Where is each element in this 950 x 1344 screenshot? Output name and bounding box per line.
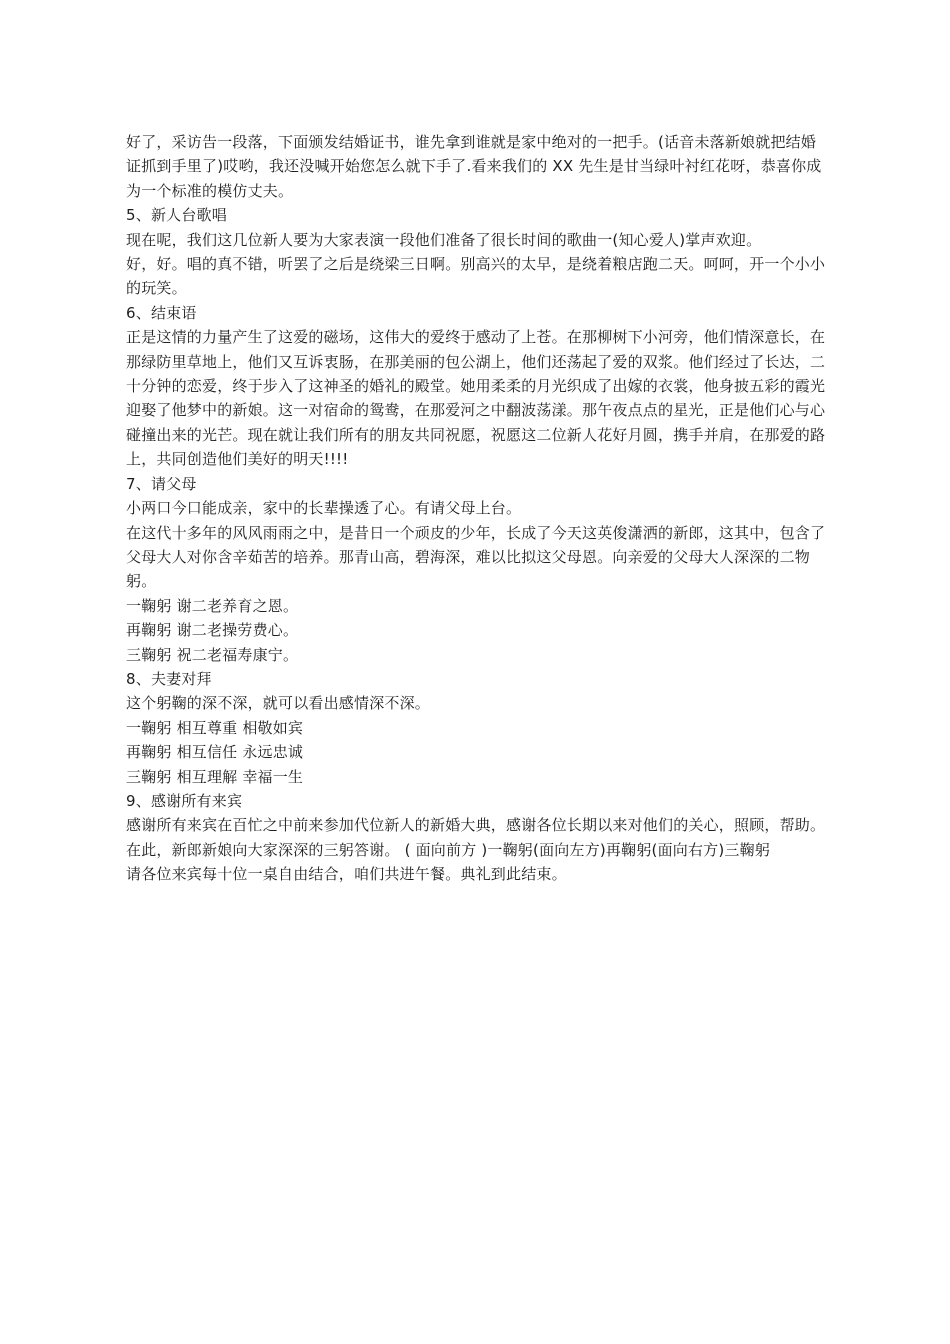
bow-line-couple-2: 再鞠躬 相互信任 永远忠诚 xyxy=(126,743,304,762)
paragraph-ceremony-end: 请各位来宾每十位一桌自由结合，咱们共进午餐。典礼到此结束。 xyxy=(126,865,567,884)
bow-line-couple-1: 一鞠躬 相互尊重 相敬如宾 xyxy=(126,718,304,737)
paragraph-song-intro: 现在呢，我们这几位新人要为大家表演一段他们准备了很长时间的歌曲一(知心爱人)掌声欢迎。 xyxy=(126,230,762,249)
document-body xyxy=(126,130,826,887)
paragraph-parents-tribute: 在这代十多年的风风雨雨之中，是昔日一个顽皮的少年，长成了今天这英俊潇洒的新郎，这其中，包含了父母大人对你含辛茹苦的培养。那青山高，碧海深，难以比拟这父母恩。向亲爱的父母大人深深的二物躬。 xyxy=(126,523,826,591)
paragraph-song-comment: 好，好。唱的真不错，听罢了之后是绕梁三日啊。别高兴的太早，是绕着粮店跑二天。呵呵，开一个小小的玩笑。 xyxy=(126,255,826,298)
section-heading-8: 8、夫妻对拜 xyxy=(126,669,212,688)
paragraph-closing-speech: 正是这情的力量产生了这爱的磁场，这伟大的爱终于感动了上苍。在那柳树下小河旁，他们情深意长，在那绿防里草地上，他们又互诉衷肠，在那美丽的包公湖上，他们还荡起了爱的双浆。他们经过了长达，二十分钟的恋爱，终于步入了这神圣的婚礼的殿堂。她用柔柔的月光织成了出嫁的衣裳，他身披五彩的霞光迎娶了他梦中的新娘。这一对宿命的鸳鸯，在那爱河之中翻波荡漾。那午夜点点的星光，正是他们心与心碰撞出来的光芒。现在就让我们所有的朋友共同祝愿，祝愿这二位新人花好月圆，携手并肩，在那爱的路上，共同创造他们美好的明天!!!! xyxy=(126,328,826,469)
bow-line-parents-2: 再鞠躬 谢二老操劳费心。 xyxy=(126,621,299,640)
section-heading-7: 7、请父母 xyxy=(126,474,197,493)
paragraph-thank-guests: 感谢所有来宾在百忙之中前来参加代位新人的新婚大典，感谢各位长期以来对他们的关心，照顾，帮助。在此，新郎新娘向大家深深的三躬答谢。 ( 面向前方 )一鞠躬(面向左方)再鞠躬(面向右方)三鞠躬 xyxy=(126,816,826,859)
bow-line-parents-1: 一鞠躬 谢二老养育之恩。 xyxy=(126,596,299,615)
paragraph-interview-end: 好了，采访告一段落，下面颁发结婚证书，谁先拿到谁就是家中绝对的一把手。(话音未落新娘就把结婚证抓到手里了)哎哟，我还没喊开始您怎么就下手了.看来我们的 XX 先生是甘当绿叶衬红花呀，恭喜你成为一个标准的模仿丈夫。 xyxy=(126,133,822,200)
paragraph-couple-bow-intro: 这个躬鞠的深不深，就可以看出感情深不深。 xyxy=(126,694,431,713)
bow-line-couple-3: 三鞠躬 相互理解 幸福一生 xyxy=(126,767,304,786)
section-heading-5: 5、新人台歌唱 xyxy=(126,206,227,225)
section-heading-6: 6、结束语 xyxy=(126,303,197,322)
section-heading-9: 9、感谢所有来宾 xyxy=(126,791,243,810)
bow-line-parents-3: 三鞠躬 祝二老福寿康宁。 xyxy=(126,645,299,664)
paragraph-invite-parents: 小两口今口能成亲，家中的长辈操透了心。有请父母上台。 xyxy=(126,499,522,518)
